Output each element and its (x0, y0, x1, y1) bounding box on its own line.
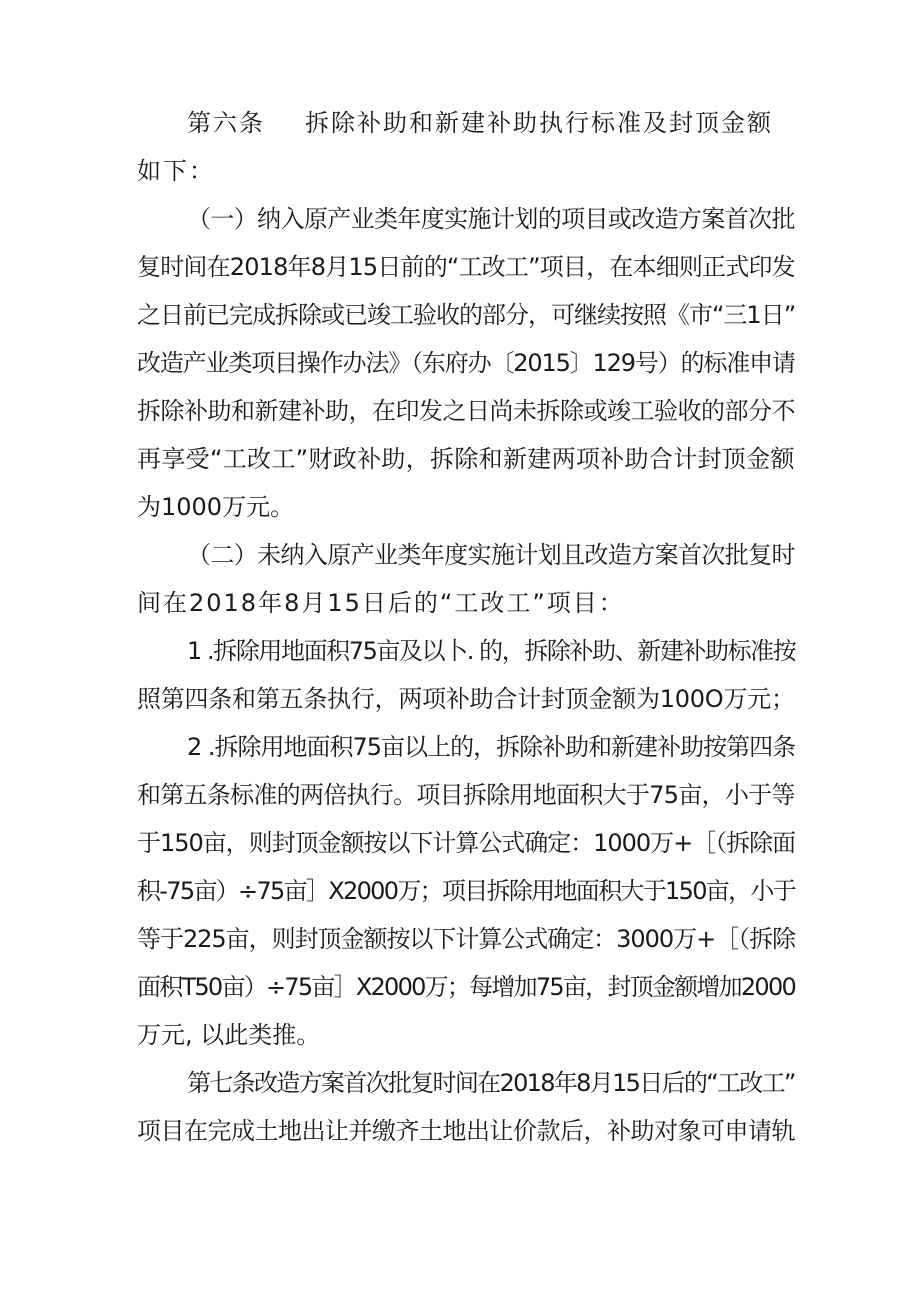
item-2-line-4: 积-75亩）÷75亩］X2000万；项目拆除用地面积大于150亩，小于 (137, 877, 796, 905)
item-2-line-3: 于150亩，则封顶金额按以下计算公式确定：1000万+［（拆除面 (137, 829, 796, 857)
para-2-line-2: 间在2018年8月15日后的“工改工”项目： (137, 589, 625, 617)
para-1-line-7: 为1000万元。 (137, 493, 295, 521)
item-2-line-2: 和第五条标准的两倍执行。项目拆除用地面积大于75亩，小于等 (137, 781, 795, 809)
item-2-line-1: 2 .拆除用地面积75亩以上的，拆除补助和新建补助按第四条 (187, 733, 796, 761)
item-1-line-2: 照第四条和第五条执行，两项补助合计封顶金额为100O万元； (137, 685, 795, 713)
item-2-line-7: 万元, 以此类推。 (137, 1021, 321, 1049)
article-7-line-2: 项目在完成土地出让并缴齐土地出让价款后，补助对象可申请轨 (137, 1117, 795, 1145)
para-1-line-3: 之日前已完成拆除或已竣工验收的部分，可继续按照《市“三1日” (137, 301, 796, 329)
para-1-line-5: 拆除补助和新建补助，在印发之日尚未拆除或竣工验收的部分不 (137, 397, 795, 425)
article-6-heading (187, 99, 773, 147)
para-1-line-2: 复时间在2018年8月15日前的“工改工”项目，在本细则正式印发 (137, 253, 795, 281)
article-6-title: 拆除补助和新建补助执行标准及封顶金额 (305, 109, 773, 137)
item-1-line-1: 1 .拆除用地面积75亩及以卜. 的，拆除补助、新建补助标准按 (187, 637, 796, 665)
article-7-line-1: 第七条改造方案首次批复时间在2018年8月15日后的“工改工” (187, 1069, 795, 1097)
para-1-line-4: 改造产业类项目操作办法》（东府办〔2015〕129号）的标准申请 (137, 349, 795, 377)
para-2-line-1: （二）未纳入原产业类年度实施计划且改造方案首次批复时 (187, 541, 795, 569)
para-1-line-6: 再享受“工改工”财政补助，拆除和新建两项补助合计封顶金额 (137, 445, 795, 473)
para-1-line-1: （一）纳入原产业类年度实施计划的项目或改造方案首次批 (187, 205, 795, 233)
article-6-label: 第六条 (187, 109, 265, 137)
article-6-heading-cont: 如下： (137, 157, 215, 185)
item-2-line-6: 面积T50亩）÷75亩］X2000万；每增加75亩，封顶金额增加2000 (137, 973, 795, 1001)
item-2-line-5: 等于225亩，则封顶金额按以下计算公式确定：3000万+［（拆除 (137, 925, 796, 953)
